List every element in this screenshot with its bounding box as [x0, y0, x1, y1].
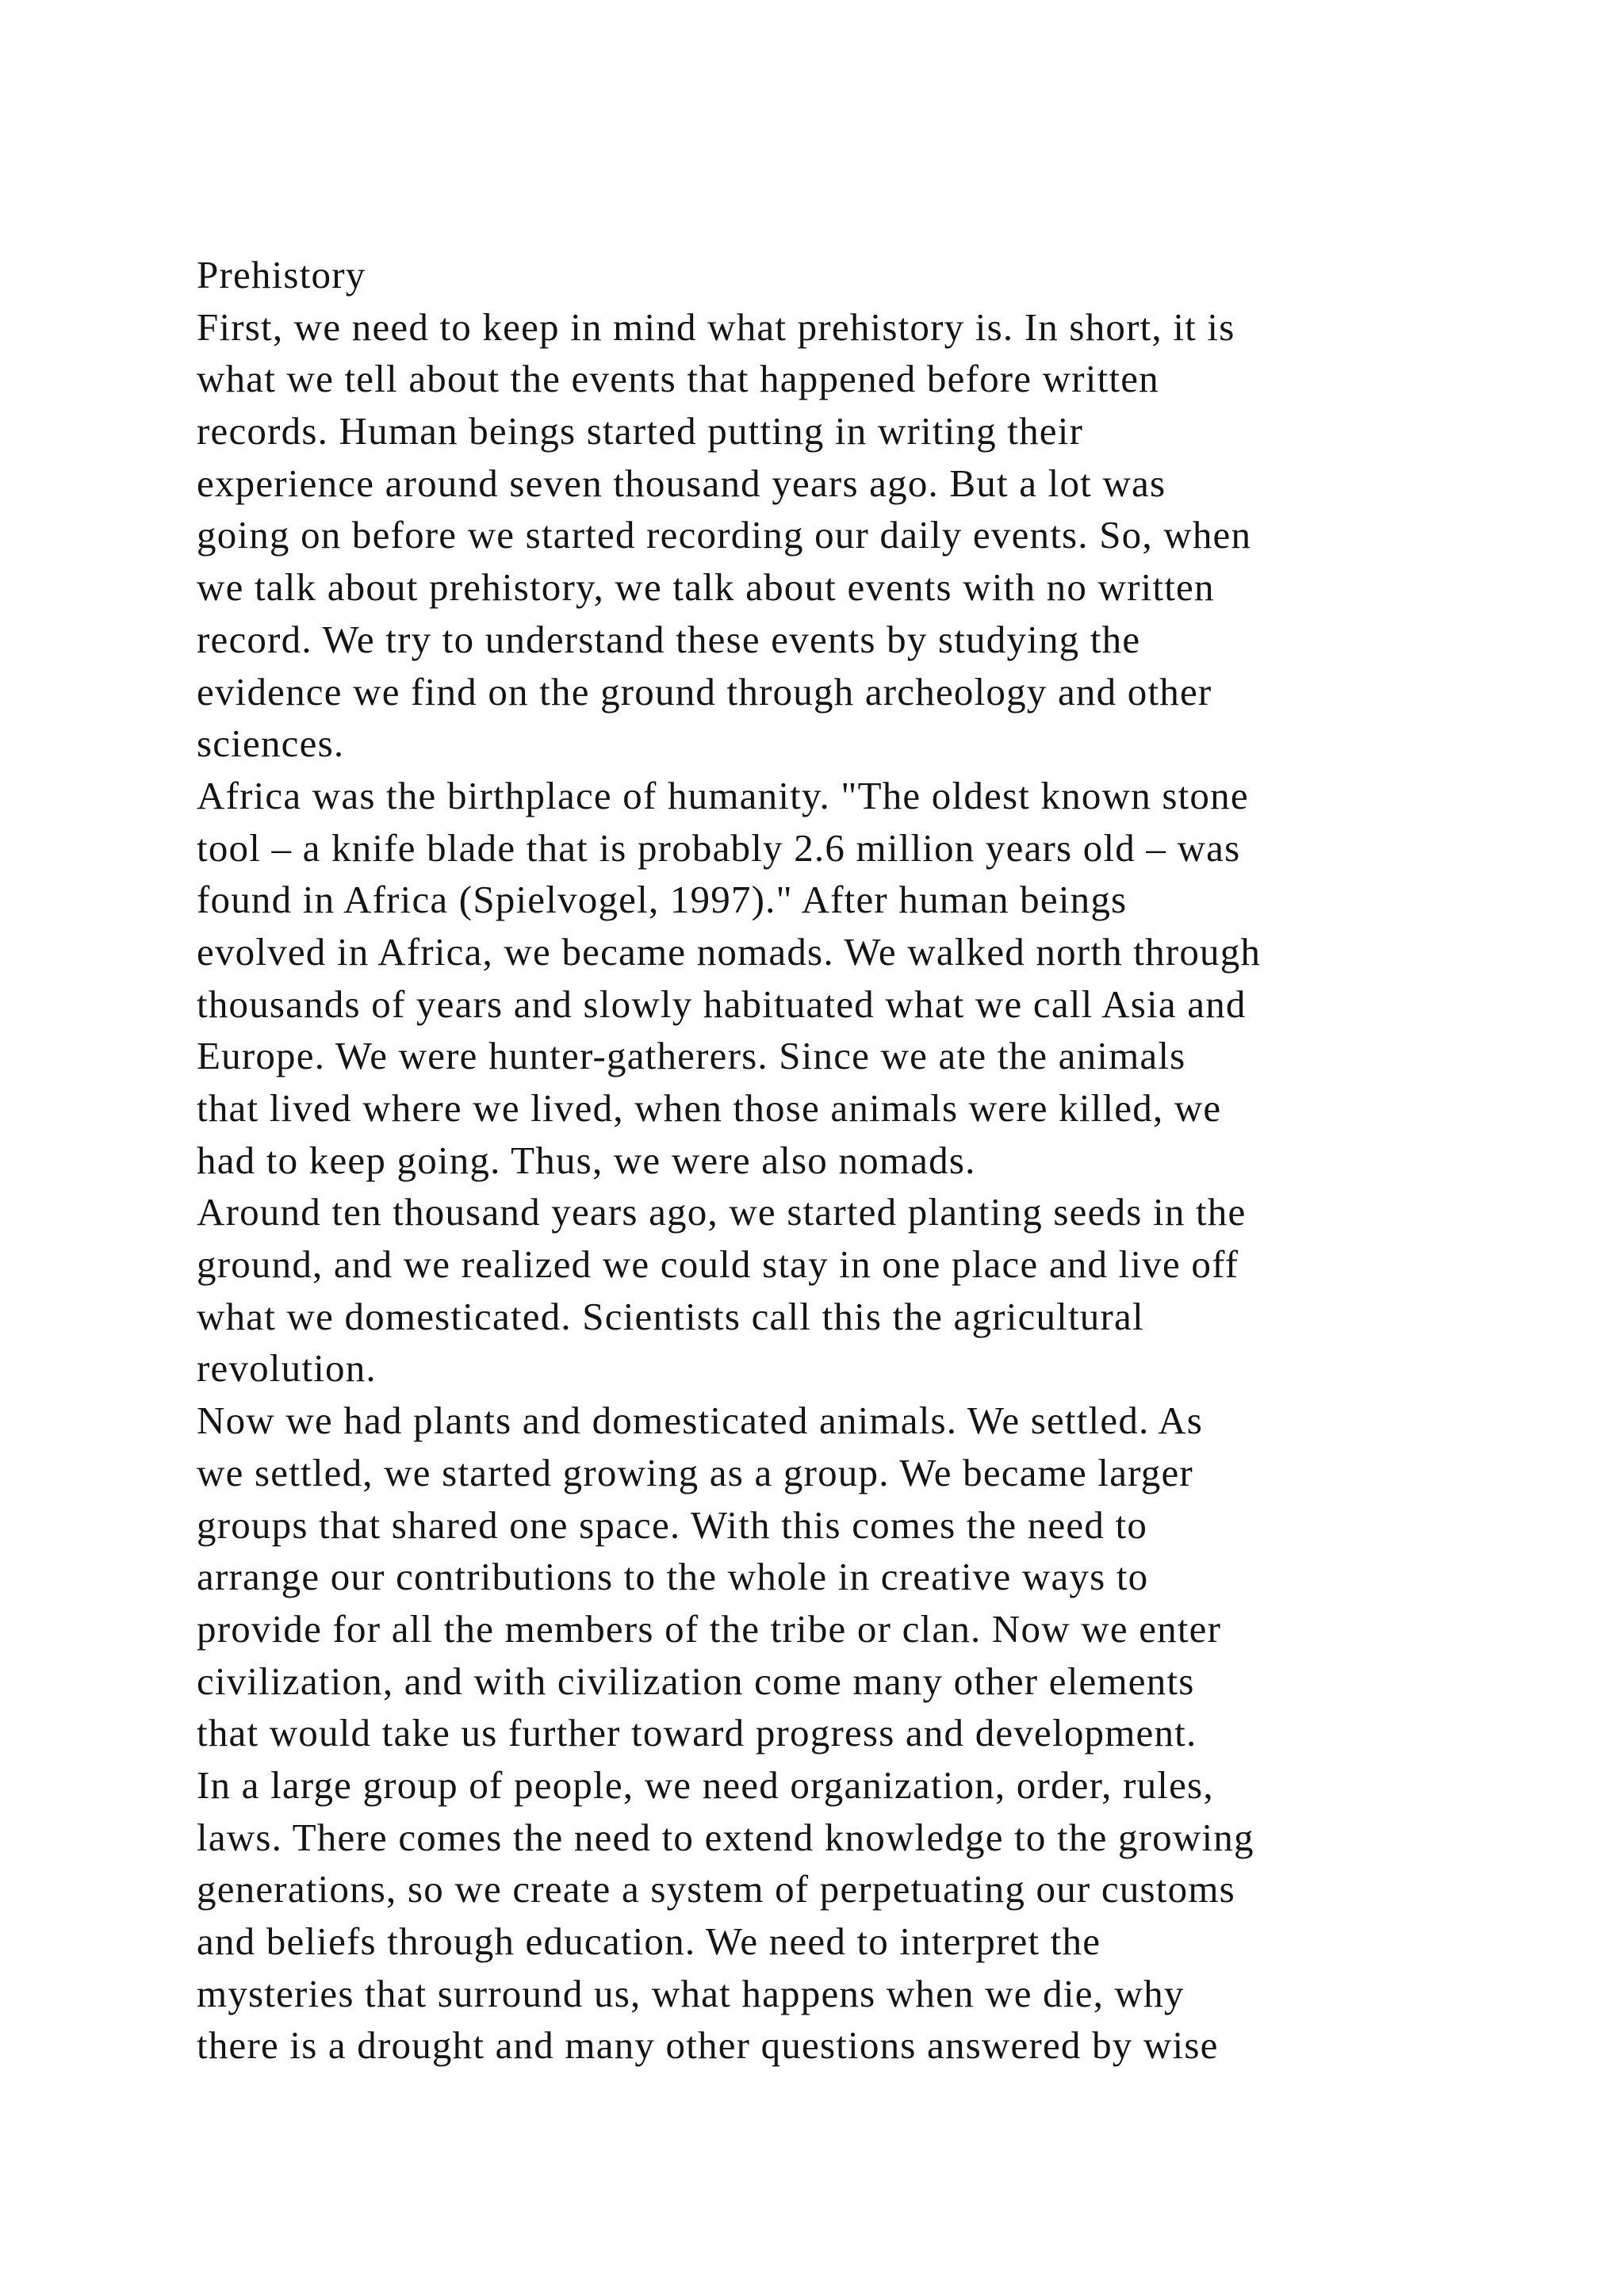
text-line: groups that shared one space. With this comes the need to [197, 1502, 1148, 1547]
text-line: we talk about prehistory, we talk about events with no written [197, 565, 1215, 610]
text-line: ground, and we realized we could stay in one place and live off [197, 1242, 1239, 1287]
text-line: evidence we find on the ground through archeology and other [197, 669, 1212, 714]
text-line: mysteries that surround us, what happens when we die, why [197, 1971, 1185, 2015]
text-line: Around ten thousand years ago, we started planting seeds in the [197, 1190, 1247, 1234]
document-title: Prehistory [197, 253, 366, 297]
text-line: revolution. [197, 1346, 377, 1391]
text-line: and beliefs through education. We need to interpret the [197, 1919, 1101, 1963]
text-line: what we tell about the events that happened before written [197, 357, 1159, 401]
text-line: records. Human beings started putting in writing their [197, 409, 1084, 453]
text-line: First, we need to keep in mind what prehistory is. In short, it is [197, 304, 1235, 349]
text-line: laws. There comes the need to extend knowledge to the growing [197, 1815, 1254, 1859]
text-line: going on before we started recording our daily events. So, when [197, 513, 1252, 557]
text-line: Now we had plants and domesticated animals. We settled. As [197, 1399, 1204, 1443]
text-line: what we domesticated. Scientists call this the agricultural [197, 1294, 1144, 1338]
text-line: provide for all the members of the tribe or clan. Now we enter [197, 1606, 1222, 1651]
text-line: record. We try to understand these events by studying the [197, 617, 1141, 661]
text-line: that would take us further toward progress and development. [197, 1711, 1197, 1755]
text-line: thousands of years and slowly habituated what we call Asia and [197, 982, 1247, 1026]
text-line: In a large group of people, we need organization, order, rules, [197, 1762, 1214, 1807]
text-line: we settled, we started growing as a group. We became larger [197, 1450, 1193, 1494]
text-line: that lived where we lived, when those animals were killed, we [197, 1086, 1222, 1130]
text-line: sciences. [197, 721, 345, 766]
text-line: Europe. We were hunter-gatherers. Since we ate the animals [197, 1034, 1186, 1078]
text-line: found in Africa (Spielvogel, 1997)." After human beings [197, 878, 1128, 922]
text-line: arrange our contributions to the whole in creative ways to [197, 1555, 1149, 1599]
text-line: Africa was the birthplace of humanity. "The oldest known stone [197, 773, 1249, 817]
text-line: had to keep going. Thus, we were also nomads. [197, 1138, 976, 1182]
text-line: civilization, and with civilization come many other elements [197, 1659, 1195, 1703]
text-line: evolved in Africa, we became nomads. We walked north through [197, 929, 1262, 974]
text-line: there is a drought and many other questions answered by wise [197, 2023, 1219, 2068]
text-line: generations, so we create a system of perpetuating our customs [197, 1867, 1235, 1911]
text-line: experience around seven thousand years ago. But a lot was [197, 461, 1166, 505]
text-line: tool – a knife blade that is probably 2.6 million years old – was [197, 825, 1241, 870]
document-body [197, 249, 1497, 2072]
